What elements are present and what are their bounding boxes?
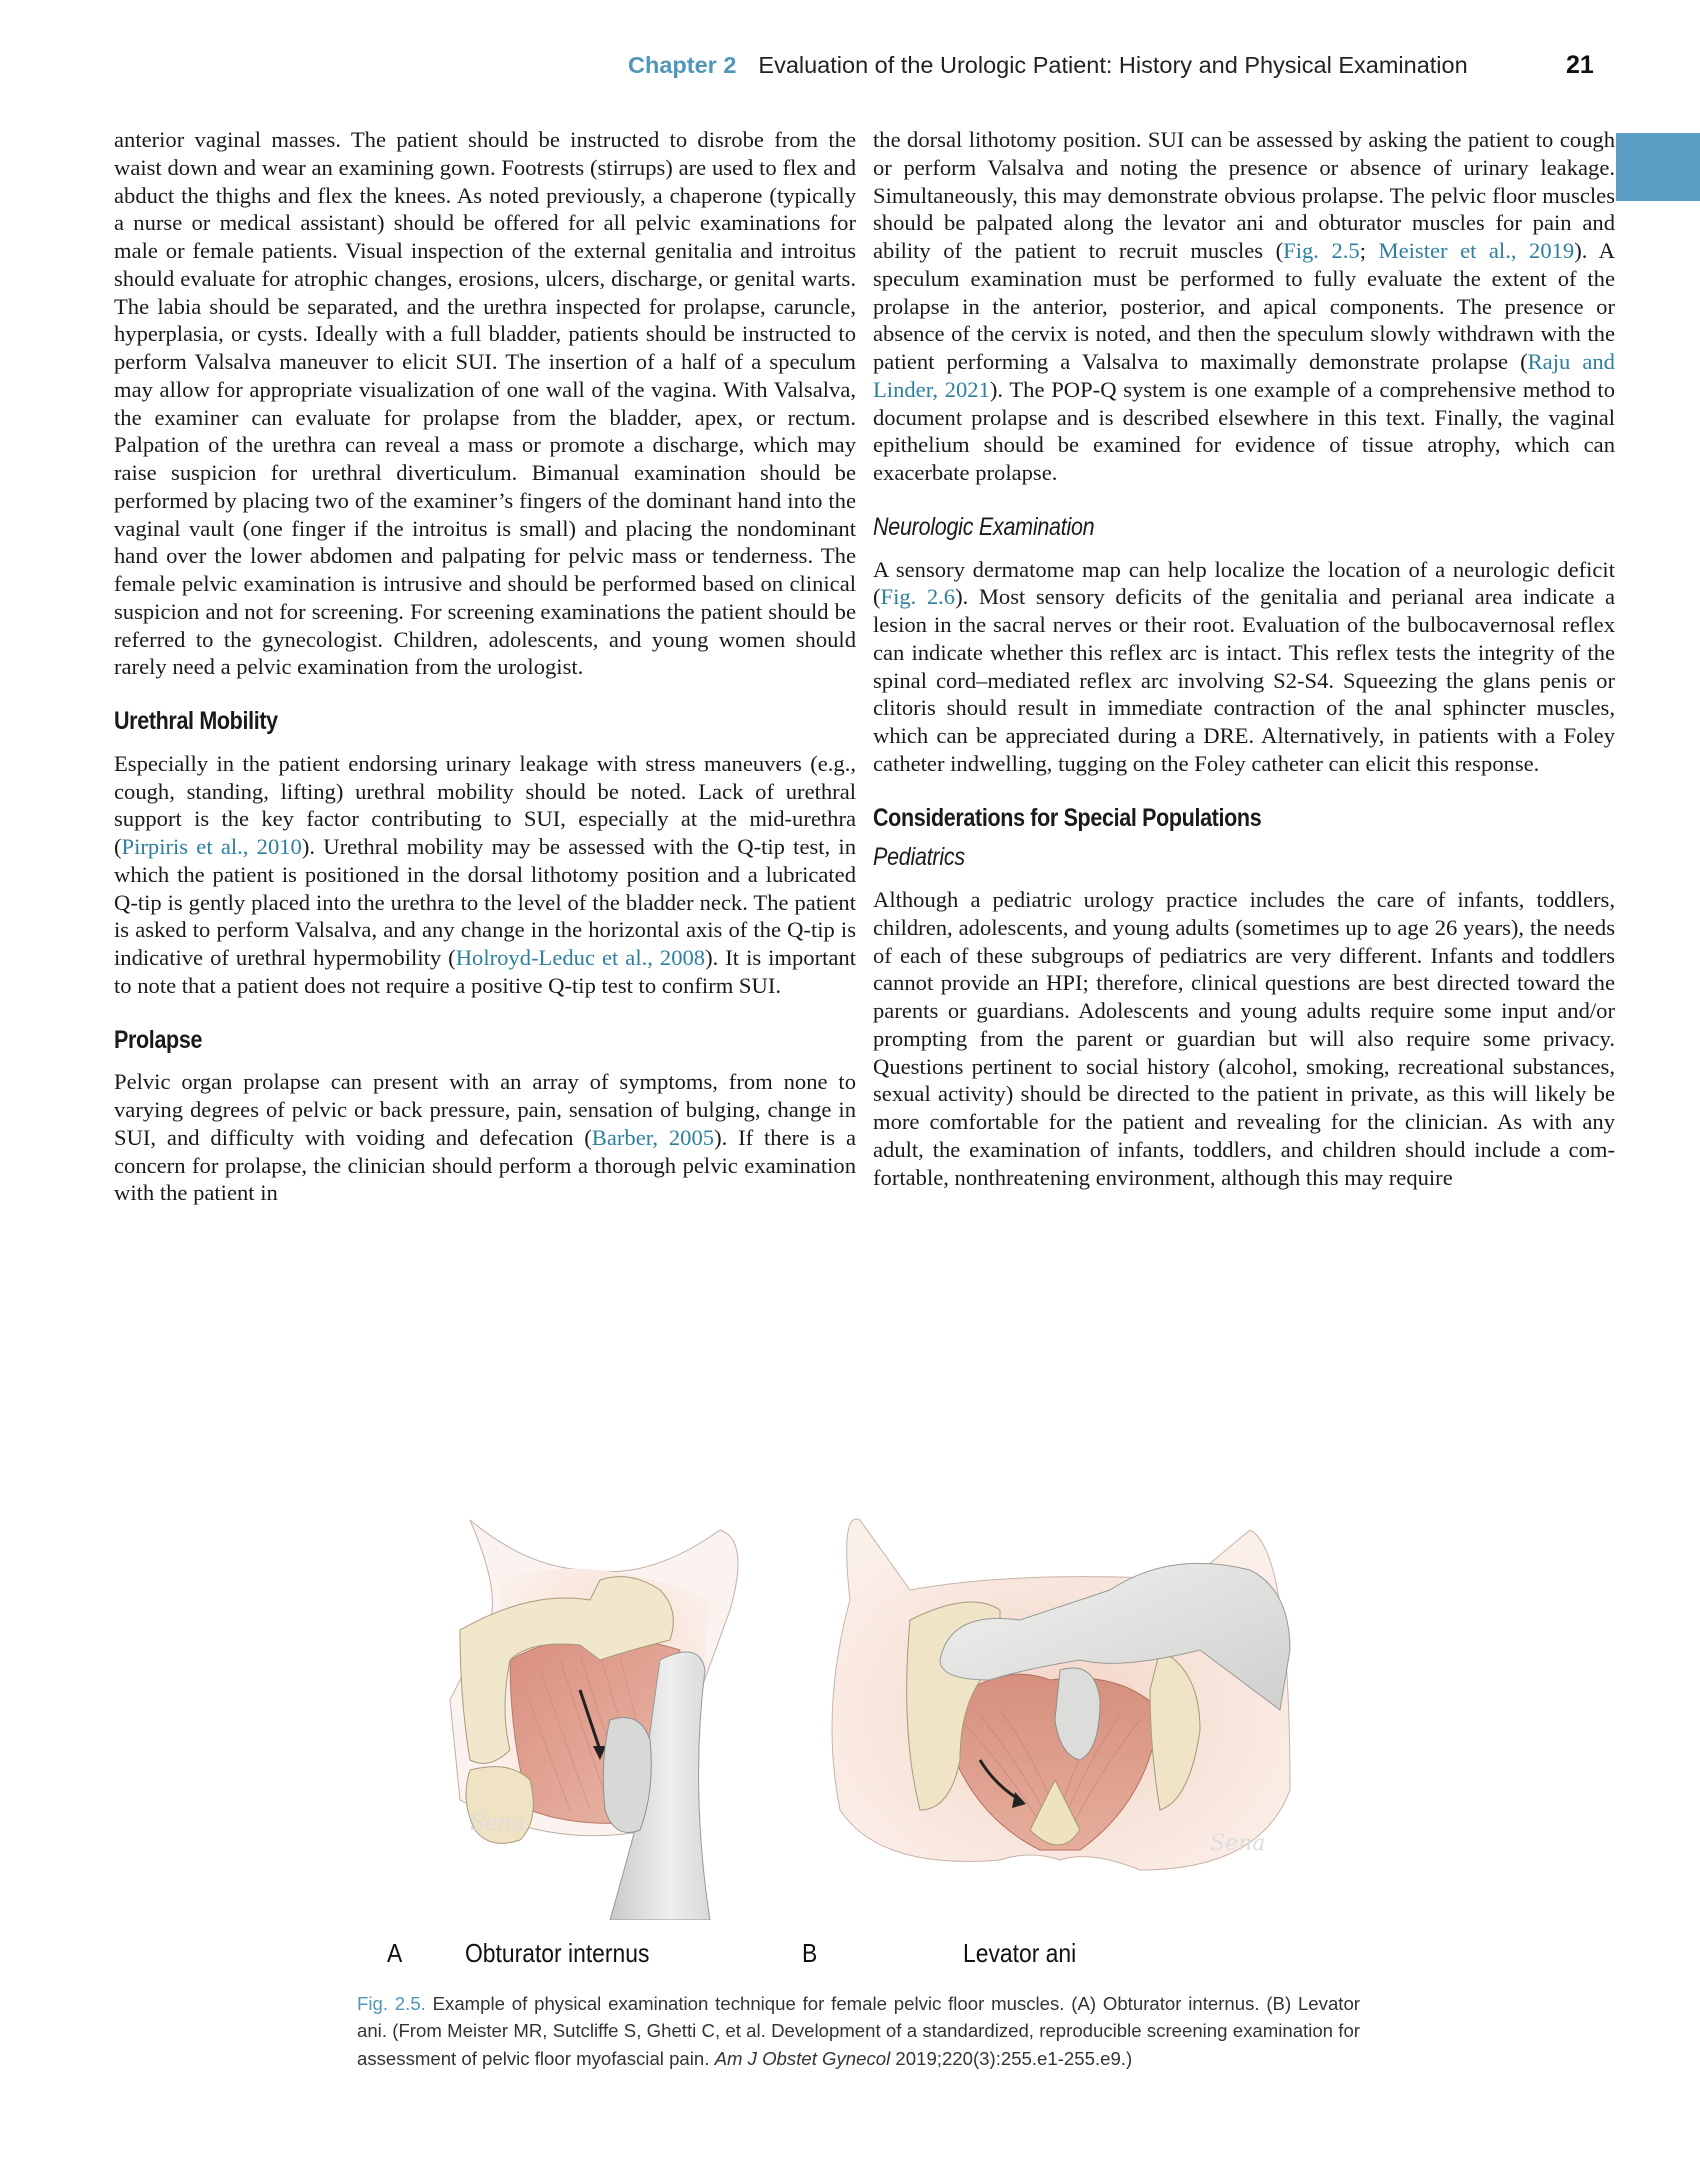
paragraph-text: Especially in the patient endorsing urinary leakage with stress maneuvers (e.g., cough, standing, lifting) urethral mobility should be noted. Lack of urethral support is the key factor contributing to SUI, especially at the mid-urethra ( [114, 750, 856, 859]
illustration-levator-ani [820, 1510, 1300, 1920]
section-heading-urethral-mobility: Urethral Mobility [114, 707, 278, 735]
paragraph-text: ). A speculum examination must be performed to fully evaluate the extent of the prolapse in the anterior, posterior, and apical components. The presence or absence of the cervix is noted, and then the speculum slowly withdrawn with the patient performing a Valsalva to maximally demonstrate prolapse ( [873, 238, 1615, 374]
section-heading-prolapse: Prolapse [114, 1025, 203, 1054]
paragraph-text: ). Most sensory deficits of the genitalia and perianal area indicate a lesion in the sacral nerves or their root. Evaluation of the bulbocavernosal reflex can indicate whether this reflex arc is intact. This reflex tests the integrity of the spinal cord–mediated reflex arc involving S2-S4. Squeezing the glans penis or clitoris should result in immediate contraction of the anal sphincter muscles, which can be appreciated during a DRE. Alternatively, in patients with a Foley catheter indwelling, tugging on the Foley catheter can elicit this response. [873, 584, 1615, 776]
body-paragraph [873, 126, 1615, 487]
chapter-label: Chapter 2 [628, 52, 737, 78]
citation-link[interactable]: Raju and Linder, 2021 [873, 349, 1615, 402]
illustration-obturator-internus [430, 1510, 850, 1920]
paragraph-text: ). The POP-Q system is one example of a comprehensive method to document prolapse and is described elsewhere in this text. Finally, the vaginal epithelium should be examined for evidence of tissue atrophy, which can exacerbate prolapse. [873, 376, 1615, 485]
running-header [628, 52, 1628, 92]
body-paragraph [873, 556, 1615, 778]
section-heading-special-populations: Considerations for Special Populations [873, 803, 1262, 832]
figure-caption [357, 1990, 1360, 2072]
subsection-heading-pediatrics: Pediatrics [873, 843, 965, 872]
caption-journal: Am J Obstet Gynecol [714, 2047, 891, 2069]
paragraph-text: ; [1359, 238, 1379, 263]
chapter-thumb-tab [1616, 133, 1700, 201]
artist-signature: Sena [1210, 1831, 1266, 1856]
citation-link[interactable]: Barber, 2005 [591, 1124, 715, 1150]
panel-b-letter: B [802, 1938, 818, 1968]
caption-figure-number: Fig. 2.5. [357, 1993, 426, 2014]
paragraph-text: Pelvic organ prolapse can present with an array of symptoms, from none to varying degrees of pelvic or back pressure, pain, sensation of bulging, change in SUI, and difficulty with voiding and defecation ( [114, 1069, 856, 1150]
panel-a-label: Obturator internus [465, 1938, 650, 1968]
caption-text: Example of physical examination technique for female pelvic floor muscles. (A) Obturator internus. (B) Levator ani. (From Meister MR, Sutcliffe S, Ghetti C, et al. Development of a standardized, reproducible screening examination for assessment of pelvic floor myofascial pain. [357, 1993, 1360, 2069]
figure-2-5 [340, 1500, 1380, 1940]
body-paragraph: anterior vaginal masses. The patient should be instructed to disrobe from the waist down and wear an examining gown. Footrests (stirrups) are used to flex and abduct the thighs and flex the knees. As noted previously, a chaperone (typically a nurse or medical assistant) should be offered for all pelvic examinations for male or female patients. Visual inspection of the external genitalia and introitus should evaluate for atrophic changes, erosions, ulcers, discharge, or genital warts. The labia should be separated, and the urethra inspected for prolapse, caruncle, hyperplasia, or cysts. Ideally with a full bladder, patients should be instructed to perform Valsalva maneuver to elicit SUI. The insertion of a half of a speculum may allow for appropriate visualization of one wall of the vagina. With Valsalva, the examiner can evaluate for prolapse from the bladder, apex, or rectum. Palpation of the urethra can reveal a mass or promote a discharge, which may raise suspicion for urethral diverticulum. Bimanual examination should be performed by placing two of the examiner’s fingers of the dominant hand into the vaginal vault (one finger if the introitus is small) and placing the nondominant hand over the lower abdomen and palpating for pelvic mass or tenderness. The female pelvic examination is intrusive and should be performed based on clinical suspicion and not for screening. For screening examinations the patient should be referred to the gynecologist. Children, adolescents, and young women should rarely need a pelvic examination from the urologist. [114, 127, 856, 680]
paragraph-text: the dorsal lithotomy position. SUI can be assessed by asking the patient to cough or perform Valsalva and noting the presence or absence of urinary leakage. Simultaneously, this may demonstrate obvious prolapse. The pelvic floor muscles should be palpated along the levator ani and obturator muscles for pain and ability of the patient to recruit muscles ( [873, 127, 1615, 263]
artist-signature: Sena [470, 1811, 526, 1836]
body-paragraph: Although a pediatric urology practice includes the care of infants, toddlers, children, adolescents, and young adults (sometimes up to age 26 years), the needs of each of these subgroups of pediatrics are very different. Infants and toddlers cannot provide an HPI; therefore, clinical questions are best directed toward the parents or guardians. Adolescents and young adults require some input and/or prompting from the parent or guardian but will also require some privacy. Questions pertinent to social history (alcohol, smoking, recreational substances, sexual activity) should be directed to the patient in private, as this will likely be more comfortable for the patient and revealing for the clinician. As with any adult, the examination of infants, toddlers, and children should include a comfortable, nonthreatening environment, although this may require [873, 887, 1615, 1190]
paragraph-text: ). It is important to note that a patient does not require a positive Q-tip test to confirm SUI. [114, 945, 857, 998]
subsection-heading-neurologic: Neurologic Examination [873, 512, 1095, 541]
caption-citation: 2019;220(3):255.e1-255.e9.) [890, 2047, 1133, 2069]
paragraph-text: ). If there is a concern for prolapse, the clinician should perform a thorough pelvic examination with the patient in [114, 1124, 856, 1206]
page-number: 21 [1566, 51, 1594, 79]
body-paragraph [114, 750, 856, 1000]
figure-link[interactable]: Fig. 2.6 [880, 584, 956, 610]
paragraph-text: ). Urethral mobility may be assessed with the Q-tip test, in which the patient is positioned in the dorsal lithotomy position and a lubricated Q-tip is gently placed into the urethra to the level of the bladder neck. The patient is asked to perform Valsalva, and any change in the horizontal axis of the Q-tip is indicative of urethral hypermobility ( [114, 834, 857, 970]
right-column [873, 126, 1615, 1191]
citation-link[interactable]: Pirpiris et al., 2010 [121, 834, 302, 859]
panel-a-letter: A [387, 1938, 403, 1968]
left-column [114, 126, 856, 1207]
panel-b-label: Levator ani [963, 1938, 1077, 1968]
figure-link[interactable]: Fig. 2.5 [1283, 238, 1360, 263]
body-paragraph [114, 1068, 856, 1207]
citation-link[interactable]: Meister et al., 2019 [1378, 238, 1575, 263]
chapter-title: Evaluation of the Urologic Patient: History and Physical Examination [758, 52, 1468, 78]
paragraph-text: A sensory dermatome map can help localize the location of a neurologic deficit ( [873, 556, 1615, 610]
citation-link[interactable]: Holroyd-Leduc et al., 2008 [455, 945, 706, 970]
